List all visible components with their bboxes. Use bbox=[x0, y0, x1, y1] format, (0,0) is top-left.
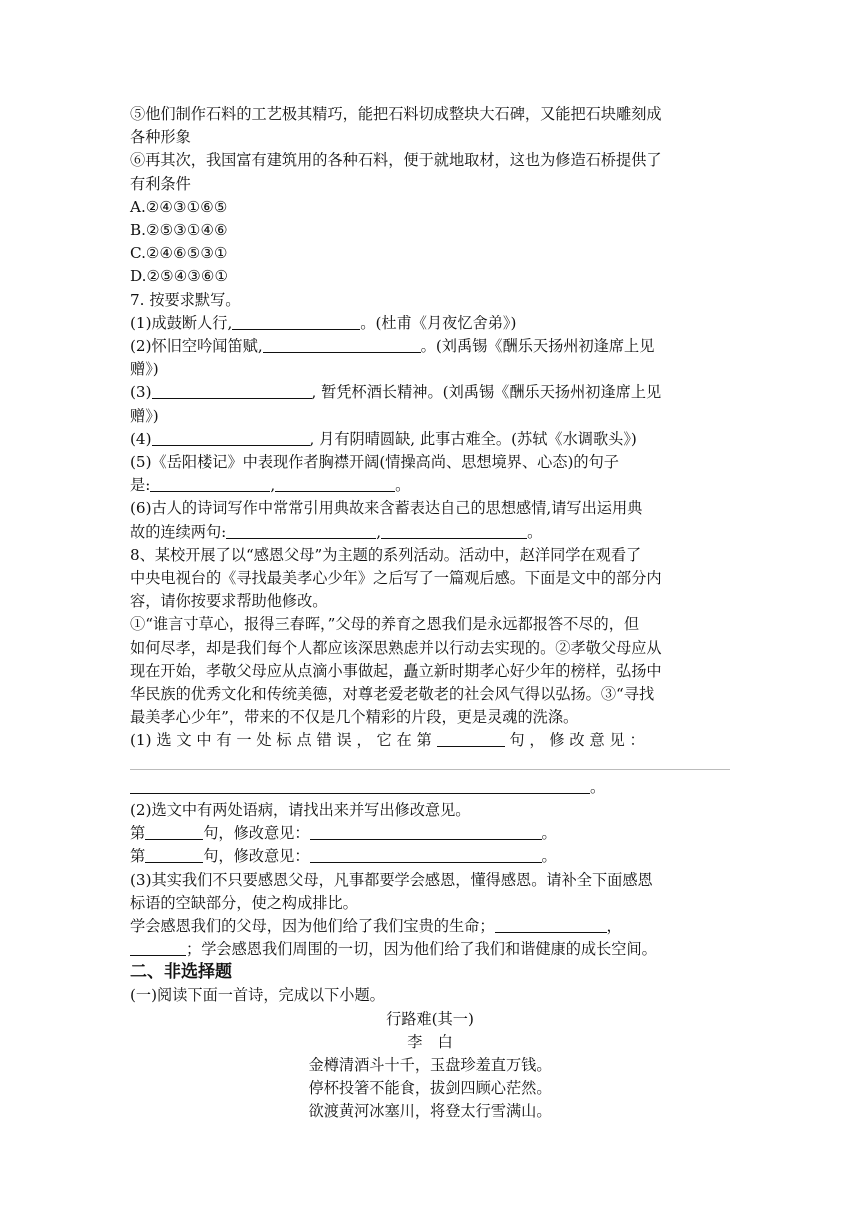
q8-intro-line3: 容，请你按要求帮助他修改。 bbox=[130, 592, 328, 611]
q8-part3-line3 bbox=[130, 915, 730, 938]
q7-sub6-comma: , bbox=[376, 522, 382, 541]
q6-option-d: D.②⑤④③⑥① bbox=[130, 267, 229, 286]
q8-part2-row2 bbox=[130, 845, 730, 868]
q7-sub5-line2 bbox=[130, 474, 730, 497]
q6-option-c: C.②④⑥⑤③① bbox=[130, 244, 228, 263]
q8-part3-line1: (3)其实我们不只要感恩父母，凡事都要学会感恩，懂得感恩。请补全下面感恩 bbox=[130, 870, 653, 889]
q7-sub2-prefix: (2)怀旧空吟闻笛赋, bbox=[130, 337, 263, 356]
q8-passage-line4: 华民族的优秀文化和传统美德，对尊老爱老敬老的社会风气得以弘扬。③“寻找 bbox=[130, 685, 655, 704]
section2-heading: 二、非选择题 bbox=[130, 962, 232, 983]
q7-sub2-source: 。(刘禹锡《酬乐天扬州初逢席上见 bbox=[420, 337, 655, 356]
q8-part2-row2-blank-fix[interactable] bbox=[310, 846, 542, 863]
poem-line-1: 金樽清酒斗十千，玉盘珍羞直万钱。 bbox=[308, 1055, 552, 1074]
q6-option-b: B.②⑤③①④⑥ bbox=[130, 221, 228, 240]
q8-part2-row2-prefix: 第 bbox=[130, 847, 146, 866]
q7-sub3-prefix: (3) bbox=[130, 383, 152, 402]
q7-sub1 bbox=[130, 312, 730, 335]
q7-sub3-wrap: 赠》) bbox=[130, 406, 159, 425]
q8-passage-line1: ①“谁言寸草心，报得三春晖，”父母的养育之恩我们是永远都报答不尽的，但 bbox=[130, 615, 640, 634]
q7-sub4-source: , 月有阴晴圆缺, 此事古难全。(苏轼《水调歌头》) bbox=[309, 429, 637, 448]
q8-passage-line5: 最美孝心少年”，带来的不仅是几个精彩的片段，更是灵魂的洗涤。 bbox=[130, 708, 579, 727]
q7-sub6-line2 bbox=[130, 521, 730, 544]
q8-part2-row2-label: 句，修改意见： bbox=[203, 847, 310, 866]
q6-option-a: A.②④③①⑥⑤ bbox=[130, 197, 228, 216]
q7-sub6-end: 。 bbox=[527, 522, 543, 541]
q7-sub5-prefix: 是: bbox=[130, 476, 151, 495]
q7-sub5-line1: (5)《岳阳楼记》中表现作者胸襟开阔(情操高尚、思想境界、心态)的句子 bbox=[130, 453, 619, 472]
q7-sub2-wrap: 赠》) bbox=[130, 360, 159, 379]
q8-part1-suffix: 句 ， 修 改 意 见 ： bbox=[509, 731, 645, 750]
q6-item6-line1: ⑥再其次，我国富有建筑用的各种石料，便于就地取材，这也为修造石桥提供了 bbox=[130, 151, 662, 170]
q6-item5-line2: 各种形象 bbox=[130, 128, 191, 147]
q8-part1-end: 。 bbox=[590, 777, 606, 796]
poem-title: 行路难(其一) bbox=[386, 1009, 474, 1028]
q8-part1-answer-line[interactable] bbox=[130, 753, 730, 770]
q7-sub4-prefix: (4) bbox=[130, 429, 152, 448]
q8-part2-row2-blank-sentence[interactable] bbox=[145, 846, 203, 863]
q7-sub6-blank-2[interactable] bbox=[381, 522, 527, 539]
section2-intro: (一)阅读下面一首诗，完成以下小题。 bbox=[130, 986, 385, 1005]
q7-sub5-blank-1[interactable] bbox=[150, 475, 270, 492]
q8-passage-line3: 现在开始，孝敬父母应从点滴小事做起，矗立新时期孝心好少年的榜样，弘扬中 bbox=[130, 661, 662, 680]
q7-sub1-prefix: (1)成鼓断人行, bbox=[130, 313, 233, 332]
q7-sub2-blank[interactable] bbox=[263, 336, 421, 353]
q7-sub6-blank-1[interactable] bbox=[226, 522, 376, 539]
q7-sub5-blank-2[interactable] bbox=[275, 475, 395, 492]
q8-part1 bbox=[130, 729, 730, 752]
q7-sub6-prefix: 故的连续两句: bbox=[130, 522, 227, 541]
q7-title: 7. 按要求默写。 bbox=[130, 290, 241, 309]
page-content bbox=[130, 103, 730, 1124]
q8-part3-blank-2[interactable] bbox=[130, 939, 186, 956]
q7-sub5-comma: , bbox=[270, 476, 276, 495]
q8-part2-row2-end: 。 bbox=[541, 847, 557, 866]
q7-sub4-blank[interactable] bbox=[152, 429, 310, 446]
q7-sub2 bbox=[130, 335, 730, 358]
q8-part3-text-2: ；学会感恩我们周围的一切，因为他们给了我们和谐健康的成长空间。 bbox=[186, 940, 657, 959]
q8-part1-answer-blank[interactable] bbox=[130, 777, 590, 794]
q6-item6-line2: 有利条件 bbox=[130, 174, 191, 193]
poem-line-3: 欲渡黄河冰塞川，将登太行雪满山。 bbox=[308, 1102, 552, 1121]
q8-part2-row1-end: 。 bbox=[541, 824, 557, 843]
q8-part2-row1-blank-sentence[interactable] bbox=[145, 823, 203, 840]
q8-part2-row1 bbox=[130, 822, 730, 845]
q7-sub5-end: 。 bbox=[395, 476, 411, 495]
q7-sub1-source: 。(杜甫《月夜忆舍弟》) bbox=[360, 313, 517, 332]
q7-sub3-source: , 暂凭杯酒长精神。(刘禹锡《酬乐天扬州初逢席上见 bbox=[311, 383, 662, 402]
q8-part1-line2 bbox=[130, 776, 730, 799]
q8-part3-line4 bbox=[130, 938, 730, 961]
q7-sub6-line1: (6)古人的诗词写作中常常引用典故来含蓄表达自己的思想感情,请写出运用典 bbox=[130, 499, 643, 518]
poem-author: 李 白 bbox=[407, 1032, 453, 1051]
q8-passage-line2: 如何尽孝，却是我们每个人都应该深思熟虑并以行动去实现的。②孝敬父母应从 bbox=[130, 638, 662, 657]
q8-part2-row1-blank-fix[interactable] bbox=[310, 823, 542, 840]
q8-part3-comma: ， bbox=[606, 916, 622, 935]
q8-part2-row1-label: 句，修改意见： bbox=[203, 824, 310, 843]
q8-intro-line2: 中央电视台的《寻找最美孝心少年》之后写了一篇观后感。下面是文中的部分内 bbox=[130, 569, 662, 588]
q8-part1-blank-sentence[interactable] bbox=[437, 730, 505, 747]
q6-item5-line1: ⑤他们制作石料的工艺极其精巧，能把石料切成整块大石碑，又能把石块雕刻成 bbox=[130, 105, 662, 123]
q8-intro-line1: 8、某校开展了以“感恩父母”为主题的系列活动。活动中，赵洋同学在观看了 bbox=[130, 545, 642, 564]
q7-sub3 bbox=[130, 381, 730, 404]
poem-line-2: 停杯投箸不能食，拔剑四顾心茫然。 bbox=[308, 1079, 552, 1098]
q8-part2-row1-prefix: 第 bbox=[130, 824, 146, 843]
q8-part3-text: 学会感恩我们的父母，因为他们给了我们宝贵的生命； bbox=[130, 916, 495, 935]
q7-sub4 bbox=[130, 428, 730, 451]
q8-part3-blank-1[interactable] bbox=[495, 916, 607, 933]
q8-part3-line2: 标语的空缺部分，使之构成排比。 bbox=[130, 893, 358, 912]
q7-sub3-blank[interactable] bbox=[152, 382, 312, 399]
q8-part2: (2)选文中有两处语病，请找出来并写出修改意见。 bbox=[130, 800, 471, 819]
q7-sub1-blank[interactable] bbox=[232, 313, 360, 330]
q8-part1-prefix: (1) 选 文 中 有 一 处 标 点 错 误 ， 它 在 第 bbox=[130, 731, 432, 750]
